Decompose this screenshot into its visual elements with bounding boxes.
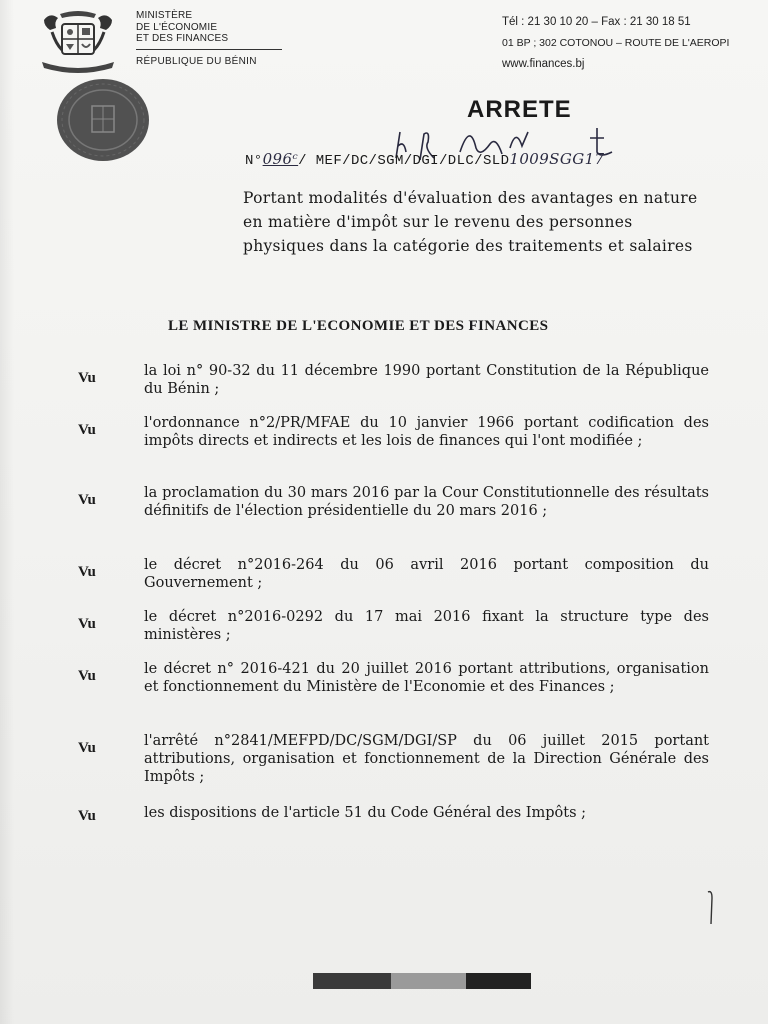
number-handwritten: 096ᶜ xyxy=(262,150,299,168)
vu-label: Vu xyxy=(78,616,96,632)
website-link: www.finances.bj xyxy=(502,58,585,70)
coat-of-arms-icon xyxy=(36,10,120,76)
postal-address: 01 BP ; 302 COTONOU – ROUTE DE L'AEROPI xyxy=(502,37,730,49)
document-title: ARRETE xyxy=(467,96,572,123)
vu-label: Vu xyxy=(78,668,96,684)
vu-label: Vu xyxy=(78,370,96,386)
vu-text: le décret n°2016-0292 du 17 mai 2016 fixant la structure type des ministères ; xyxy=(144,609,709,643)
vu-label: Vu xyxy=(78,564,96,580)
margin-pen-mark-icon xyxy=(700,888,720,928)
vu-text: le décret n° 2016-421 du 20 juillet 2016 portant attributions, organisation et fonctionnement du Ministère de l'Economie et des Finances ; xyxy=(144,661,709,695)
vu-label: Vu xyxy=(78,740,96,756)
ministry-line-1: MINISTÈRE xyxy=(136,10,193,21)
official-stamp-icon xyxy=(54,76,152,164)
document-number xyxy=(245,150,604,169)
ministry-line-2: DE L'ÉCONOMIE xyxy=(136,21,218,33)
minister-heading: LE MINISTRE DE L'ECONOMIE ET DES FINANCES xyxy=(168,318,549,334)
vu-label: Vu xyxy=(78,422,96,438)
vu-text: le décret n°2016-264 du 06 avril 2016 portant composition du Gouvernement ; xyxy=(144,557,709,591)
vu-text: la proclamation du 30 mars 2016 par la Cour Constitutionnelle des résultats définitifs de l'élection présidentielle du 20 mars 2016 ; xyxy=(144,485,709,519)
contact-block xyxy=(502,12,729,75)
republic-name: RÉPUBLIQUE DU BÉNIN xyxy=(136,56,257,67)
vu-text: les dispositions de l'article 51 du Code Général des Impôts ; xyxy=(144,805,587,821)
scan-shadow xyxy=(0,0,14,1024)
vu-text: l'arrêté n°2841/MEFPD/DC/SGM/DGI/SP du 06 juillet 2015 portant attributions, organisation et fonctionnement de la Direction Générale des Impôts ; xyxy=(144,733,709,785)
phone-fax: Tél : 21 30 10 20 – Fax : 21 30 18 51 xyxy=(502,16,691,28)
ministry-line-3: ET DES FINANCES xyxy=(136,33,229,44)
vu-label: Vu xyxy=(78,492,96,508)
document-subject: Portant modalités d'évaluation des avantages en nature en matière d'impôt sur le revenu des personnes physiques dans la catégorie des traitements et salaires xyxy=(243,189,698,255)
number-handwritten-tail: 1009SGG17 xyxy=(509,150,605,168)
vu-text: la loi n° 90-32 du 11 décembre 1990 portant Constitution de la République du Bénin ; xyxy=(144,363,709,397)
scan-calibration-bar xyxy=(313,973,531,989)
vu-text: l'ordonnance n°2/PR/MFAE du 10 janvier 1966 portant codification des impôts directs et indirects et les lois de finances qui l'ont modifiée ; xyxy=(144,415,709,449)
header-divider xyxy=(136,49,282,50)
number-prefix: N° xyxy=(245,153,263,169)
number-suffix: / MEF/DC/SGM/DGI/DLC/SLD xyxy=(298,153,510,169)
vu-label: Vu xyxy=(78,808,96,824)
ministry-name xyxy=(136,10,228,45)
